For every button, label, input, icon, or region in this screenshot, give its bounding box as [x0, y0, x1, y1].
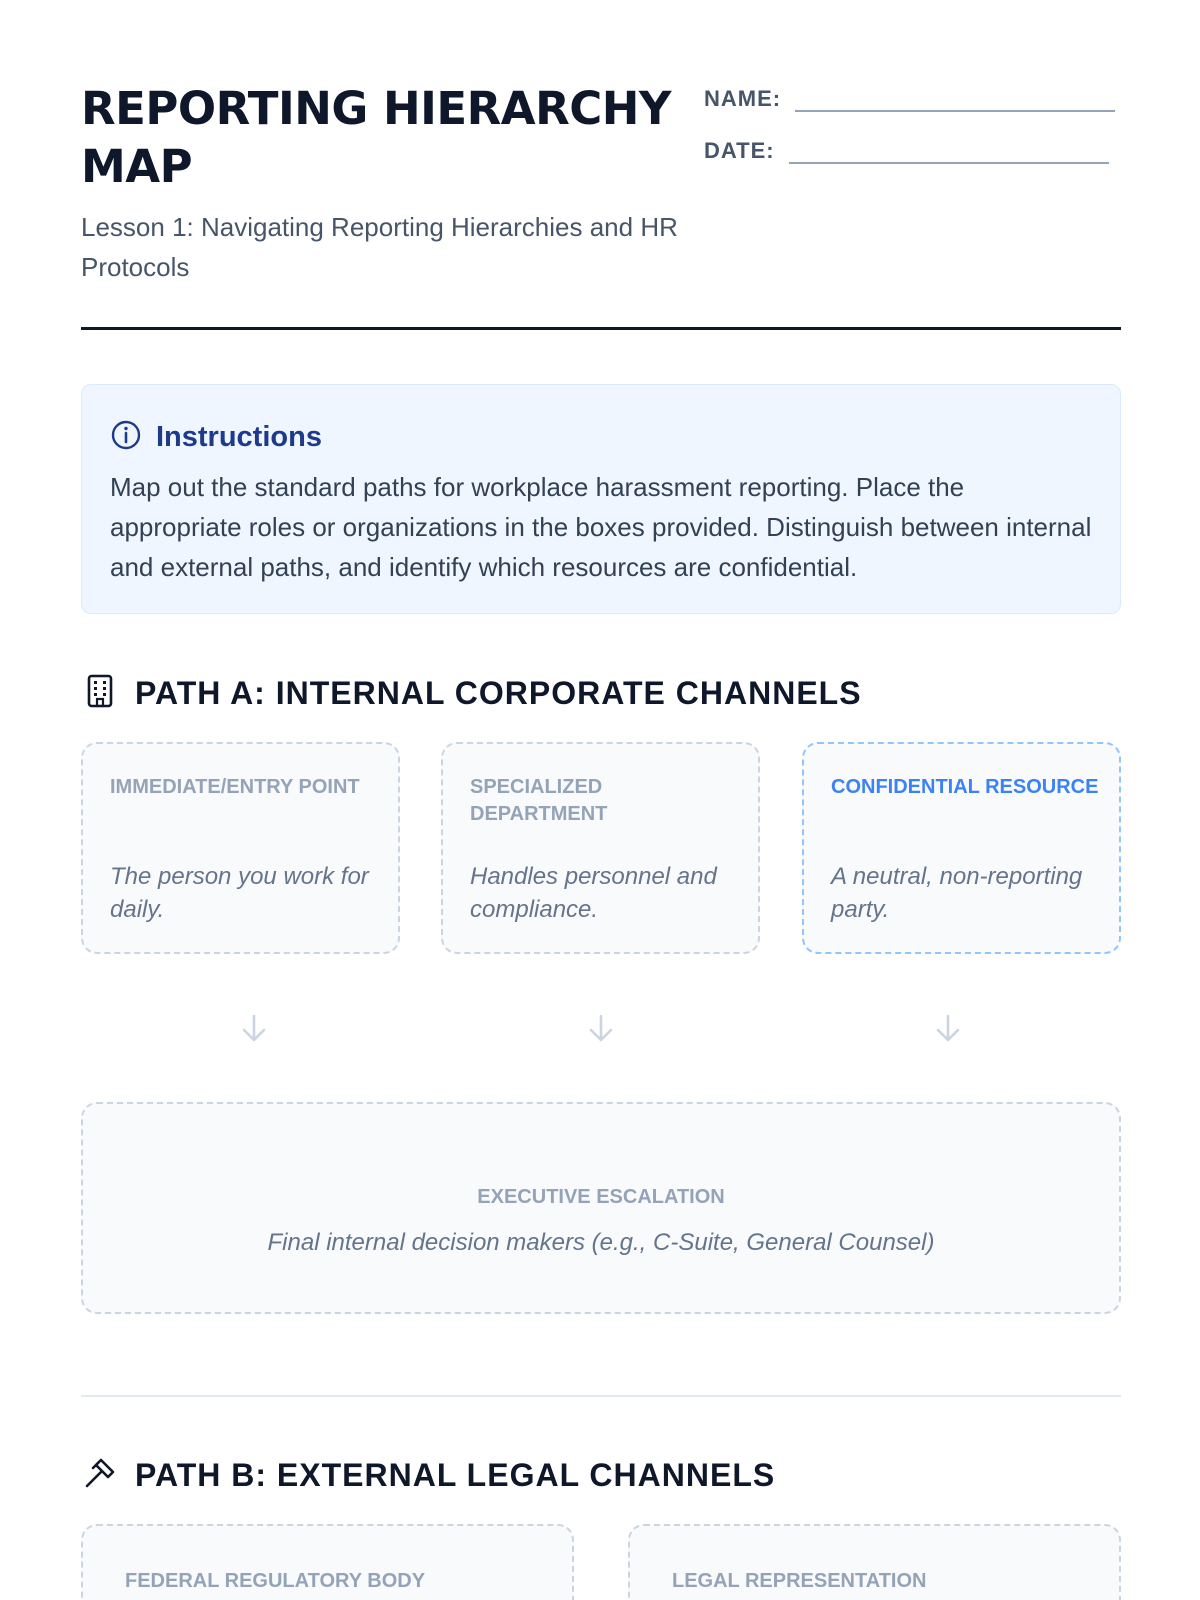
- page-title: REPORTING HIERARCHY MAP: [81, 82, 672, 193]
- entry-point-box[interactable]: [81, 742, 400, 954]
- box-label: SPECIALIZED DEPARTMENT: [470, 776, 608, 825]
- date-field: [704, 138, 1109, 164]
- date-label: DATE:: [704, 138, 775, 163]
- box-description: The person you work for daily.: [110, 863, 369, 923]
- box-label: IMMEDIATE/ENTRY POINT: [110, 776, 360, 798]
- arrow-down-icon: [931, 1012, 965, 1046]
- federal-regulatory-box[interactable]: [81, 1524, 574, 1600]
- box-description: Handles personnel and compliance.: [470, 863, 717, 923]
- date-input-line[interactable]: [789, 142, 1109, 164]
- box-label: LEGAL REPRESENTATION: [672, 1570, 927, 1592]
- name-label: NAME:: [704, 86, 782, 111]
- instructions-title: Instructions: [156, 421, 322, 453]
- arrow-down-icon: [237, 1012, 271, 1046]
- box-description: A neutral, non-reporting party.: [831, 863, 1083, 923]
- instructions-panel: [81, 384, 1121, 614]
- box-label: FEDERAL REGULATORY BODY: [125, 1570, 426, 1592]
- box-label: EXECUTIVE ESCALATION: [477, 1186, 725, 1208]
- path-b-title: PATH B: EXTERNAL LEGAL CHANNELS: [135, 1457, 776, 1493]
- path-a-header: [81, 672, 862, 715]
- path-a-title: PATH A: INTERNAL CORPORATE CHANNELS: [135, 675, 862, 711]
- name-field: [704, 86, 1115, 112]
- box-label: CONFIDENTIAL RESOURCE: [831, 776, 1099, 798]
- instructions-text: Map out the standard paths for workplace harassment reporting. Place the appropriate roles or organizations in the boxes provided. Distinguish between internal and external paths, and identify which resources are confidential.: [110, 472, 1092, 582]
- name-input-line[interactable]: [795, 90, 1115, 112]
- instructions-header: [110, 419, 322, 456]
- worksheet-header: [81, 80, 1121, 330]
- building-icon: [81, 672, 119, 715]
- section-divider: [81, 1395, 1121, 1397]
- page-subtitle: Lesson 1: Navigating Reporting Hierarchies and HR Protocols: [81, 212, 678, 282]
- path-b-header: [81, 1454, 775, 1497]
- box-description: Final internal decision makers (e.g., C-Suite, General Counsel): [267, 1229, 935, 1256]
- executive-escalation-box[interactable]: [81, 1102, 1121, 1314]
- gavel-icon: [81, 1454, 119, 1497]
- legal-representation-box[interactable]: [628, 1524, 1121, 1600]
- specialized-department-box[interactable]: [441, 742, 760, 954]
- arrow-down-icon: [584, 1012, 618, 1046]
- info-icon: [110, 419, 142, 456]
- confidential-resource-box[interactable]: [802, 742, 1121, 954]
